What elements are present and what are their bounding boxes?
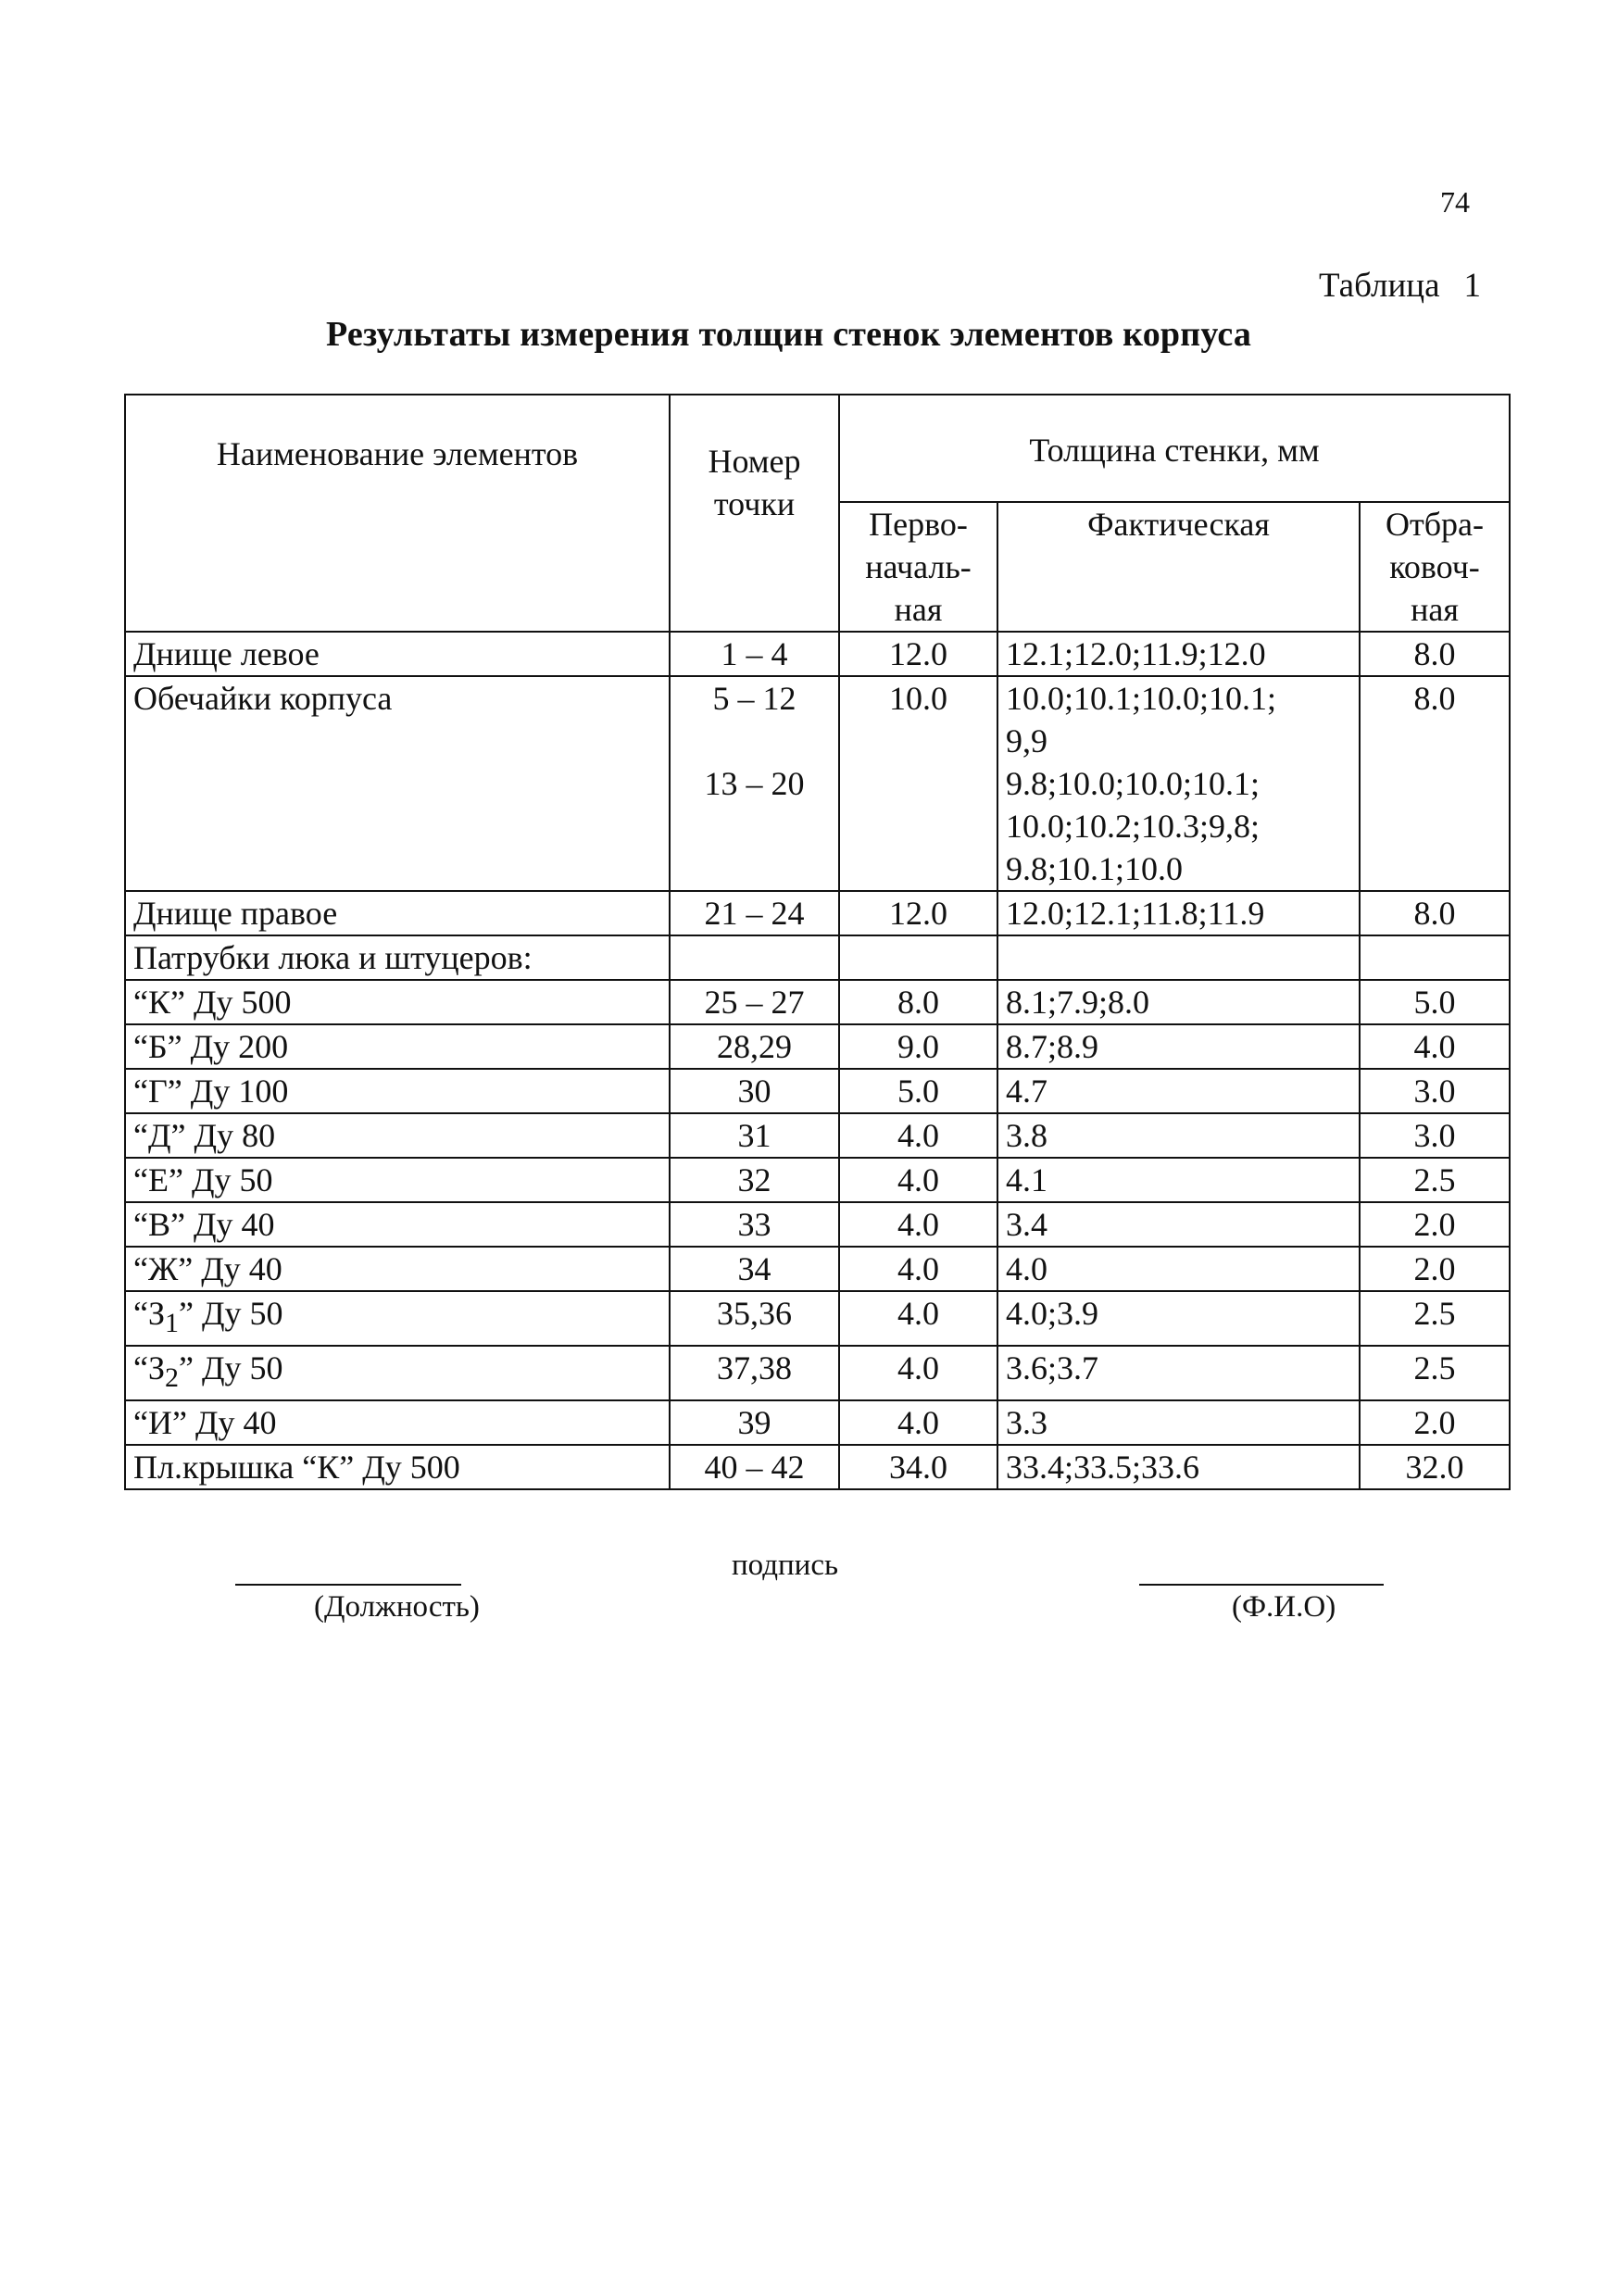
- position-signature-line: [235, 1584, 461, 1586]
- cell-initial: 4.0: [839, 1158, 997, 1202]
- cell-initial: 4.0: [839, 1247, 997, 1291]
- cell-initial: 4.0: [839, 1291, 997, 1346]
- table-row: [125, 980, 1510, 1024]
- cell-name: [125, 1346, 670, 1400]
- cell-initial: 4.0: [839, 1113, 997, 1158]
- header-initial-line: началь-: [865, 548, 972, 585]
- cell-initial: 8.0: [839, 980, 997, 1024]
- cell-point: [670, 935, 839, 980]
- table-row: [125, 1291, 1510, 1346]
- cell-initial: 4.0: [839, 1400, 997, 1445]
- cell-reject: 2.5: [1360, 1346, 1510, 1400]
- table-row: [125, 1113, 1510, 1158]
- cell-actual-line: 9,9: [1006, 722, 1047, 759]
- cell-name: [125, 1291, 670, 1346]
- cell-name-pre: “З: [133, 1295, 166, 1332]
- cell-actual: 4.0;3.9: [997, 1291, 1360, 1346]
- cell-initial: 12.0: [839, 891, 997, 935]
- header-point-line: Номер: [708, 443, 801, 480]
- cell-name-sub: 2: [165, 1362, 180, 1394]
- position-label: (Должность): [314, 1590, 480, 1624]
- header-actual: Фактическая: [997, 502, 1360, 632]
- cell-name: “Д” Ду 80: [125, 1113, 670, 1158]
- cell-name: Пл.крышка “К” Ду 500: [125, 1445, 670, 1489]
- name-signature-line: [1139, 1584, 1384, 1586]
- cell-actual: 12.1;12.0;11.9;12.0: [997, 632, 1360, 676]
- header-reject-line: Отбра-: [1386, 506, 1485, 543]
- header-point-line: точки: [713, 485, 796, 522]
- cell-initial: 4.0: [839, 1346, 997, 1400]
- cell-reject: 3.0: [1360, 1113, 1510, 1158]
- cell-name: “Б” Ду 200: [125, 1024, 670, 1069]
- cell-name: Патрубки люка и штуцеров:: [125, 935, 670, 980]
- table-row: [125, 1158, 1510, 1202]
- cell-initial: 9.0: [839, 1024, 997, 1069]
- cell-point-line: 13 – 20: [704, 765, 805, 802]
- header-row-top: [125, 395, 1510, 502]
- cell-initial: 34.0: [839, 1445, 997, 1489]
- cell-point: 30: [670, 1069, 839, 1113]
- cell-point: 33: [670, 1202, 839, 1247]
- table-label-text: Таблица: [1319, 267, 1440, 305]
- header-reject-line: ная: [1411, 591, 1459, 628]
- cell-point-line: 5 – 12: [712, 680, 796, 717]
- table-number: 1: [1463, 267, 1481, 305]
- full-name-label: (Ф.И.О): [1232, 1590, 1336, 1624]
- table-row: [125, 632, 1510, 676]
- table-row: [125, 1202, 1510, 1247]
- cell-actual: 4.0: [997, 1247, 1360, 1291]
- cell-reject: 8.0: [1360, 676, 1510, 891]
- cell-name: “И” Ду 40: [125, 1400, 670, 1445]
- cell-point: 37,38: [670, 1346, 839, 1400]
- table-row: [125, 1400, 1510, 1445]
- header-name: Наименование элементов: [125, 395, 670, 632]
- cell-point: 35,36: [670, 1291, 839, 1346]
- cell-actual: 3.6;3.7: [997, 1346, 1360, 1400]
- cell-name: Обечайки корпуса: [125, 676, 670, 891]
- cell-initial: 4.0: [839, 1202, 997, 1247]
- cell-name: “Ж” Ду 40: [125, 1247, 670, 1291]
- cell-reject: 8.0: [1360, 632, 1510, 676]
- header-initial-line: ная: [894, 591, 943, 628]
- cell-actual: 3.3: [997, 1400, 1360, 1445]
- cell-name-pre: “З: [133, 1349, 166, 1387]
- cell-point: 34: [670, 1247, 839, 1291]
- page-number: 74: [1440, 185, 1470, 219]
- cell-actual: 8.7;8.9: [997, 1024, 1360, 1069]
- table-row: [125, 891, 1510, 935]
- cell-actual: [997, 935, 1360, 980]
- cell-name: Днище правое: [125, 891, 670, 935]
- cell-name-post: ” Ду 50: [179, 1295, 283, 1332]
- table-row: [125, 1445, 1510, 1489]
- cell-actual: 4.1: [997, 1158, 1360, 1202]
- cell-reject: 2.0: [1360, 1247, 1510, 1291]
- header-initial-line: Перво-: [869, 506, 968, 543]
- cell-reject: 4.0: [1360, 1024, 1510, 1069]
- table-row: [125, 935, 1510, 980]
- header-initial: [839, 502, 997, 632]
- signature-label: подпись: [732, 1549, 839, 1582]
- cell-reject: 2.5: [1360, 1158, 1510, 1202]
- cell-point: 28,29: [670, 1024, 839, 1069]
- cell-actual: 3.8: [997, 1113, 1360, 1158]
- header-point: [670, 395, 839, 632]
- cell-actual: 3.4: [997, 1202, 1360, 1247]
- cell-actual: 33.4;33.5;33.6: [997, 1445, 1360, 1489]
- cell-point: 21 – 24: [670, 891, 839, 935]
- cell-actual: 12.0;12.1;11.8;11.9: [997, 891, 1360, 935]
- header-thickness: Толщина стенки, мм: [839, 395, 1510, 502]
- cell-point: 31: [670, 1113, 839, 1158]
- cell-actual: [997, 676, 1360, 891]
- cell-name: Днище левое: [125, 632, 670, 676]
- cell-name: “К” Ду 500: [125, 980, 670, 1024]
- table-label: [1319, 266, 1481, 306]
- cell-name: “В” Ду 40: [125, 1202, 670, 1247]
- cell-reject: 8.0: [1360, 891, 1510, 935]
- cell-name: “Е” Ду 50: [125, 1158, 670, 1202]
- cell-initial: 12.0: [839, 632, 997, 676]
- table-row: [125, 676, 1510, 891]
- cell-reject: 3.0: [1360, 1069, 1510, 1113]
- cell-actual: 4.7: [997, 1069, 1360, 1113]
- table-row: [125, 1346, 1510, 1400]
- cell-point: 25 – 27: [670, 980, 839, 1024]
- cell-point: 32: [670, 1158, 839, 1202]
- cell-reject: 2.0: [1360, 1400, 1510, 1445]
- cell-reject: [1360, 935, 1510, 980]
- cell-actual-line: 9.8;10.0;10.0;10.1;: [1006, 765, 1261, 802]
- cell-actual-line: 10.0;10.2;10.3;9,8;: [1006, 808, 1261, 845]
- cell-name: “Г” Ду 100: [125, 1069, 670, 1113]
- cell-reject: 32.0: [1360, 1445, 1510, 1489]
- cell-initial: 10.0: [839, 676, 997, 891]
- cell-actual: 8.1;7.9;8.0: [997, 980, 1360, 1024]
- cell-name-post: ” Ду 50: [179, 1349, 283, 1387]
- cell-initial: [839, 935, 997, 980]
- table-row: [125, 1069, 1510, 1113]
- cell-point: [670, 676, 839, 891]
- cell-reject: 2.0: [1360, 1202, 1510, 1247]
- cell-point-gap: [678, 720, 831, 762]
- table-row: [125, 1024, 1510, 1069]
- cell-point: 1 – 4: [670, 632, 839, 676]
- cell-actual-line: 10.0;10.1;10.0;10.1;: [1006, 680, 1277, 717]
- page-title: Результаты измерения толщин стенок элементов корпуса: [326, 315, 1252, 354]
- cell-name-sub: 1: [165, 1308, 180, 1339]
- results-table: [124, 394, 1511, 1490]
- cell-point: 40 – 42: [670, 1445, 839, 1489]
- table-row: [125, 1247, 1510, 1291]
- header-reject: [1360, 502, 1510, 632]
- header-reject-line: ковоч-: [1389, 548, 1480, 585]
- cell-reject: 5.0: [1360, 980, 1510, 1024]
- cell-reject: 2.5: [1360, 1291, 1510, 1346]
- cell-initial: 5.0: [839, 1069, 997, 1113]
- cell-actual-line: 9.8;10.1;10.0: [1006, 850, 1184, 887]
- cell-point: 39: [670, 1400, 839, 1445]
